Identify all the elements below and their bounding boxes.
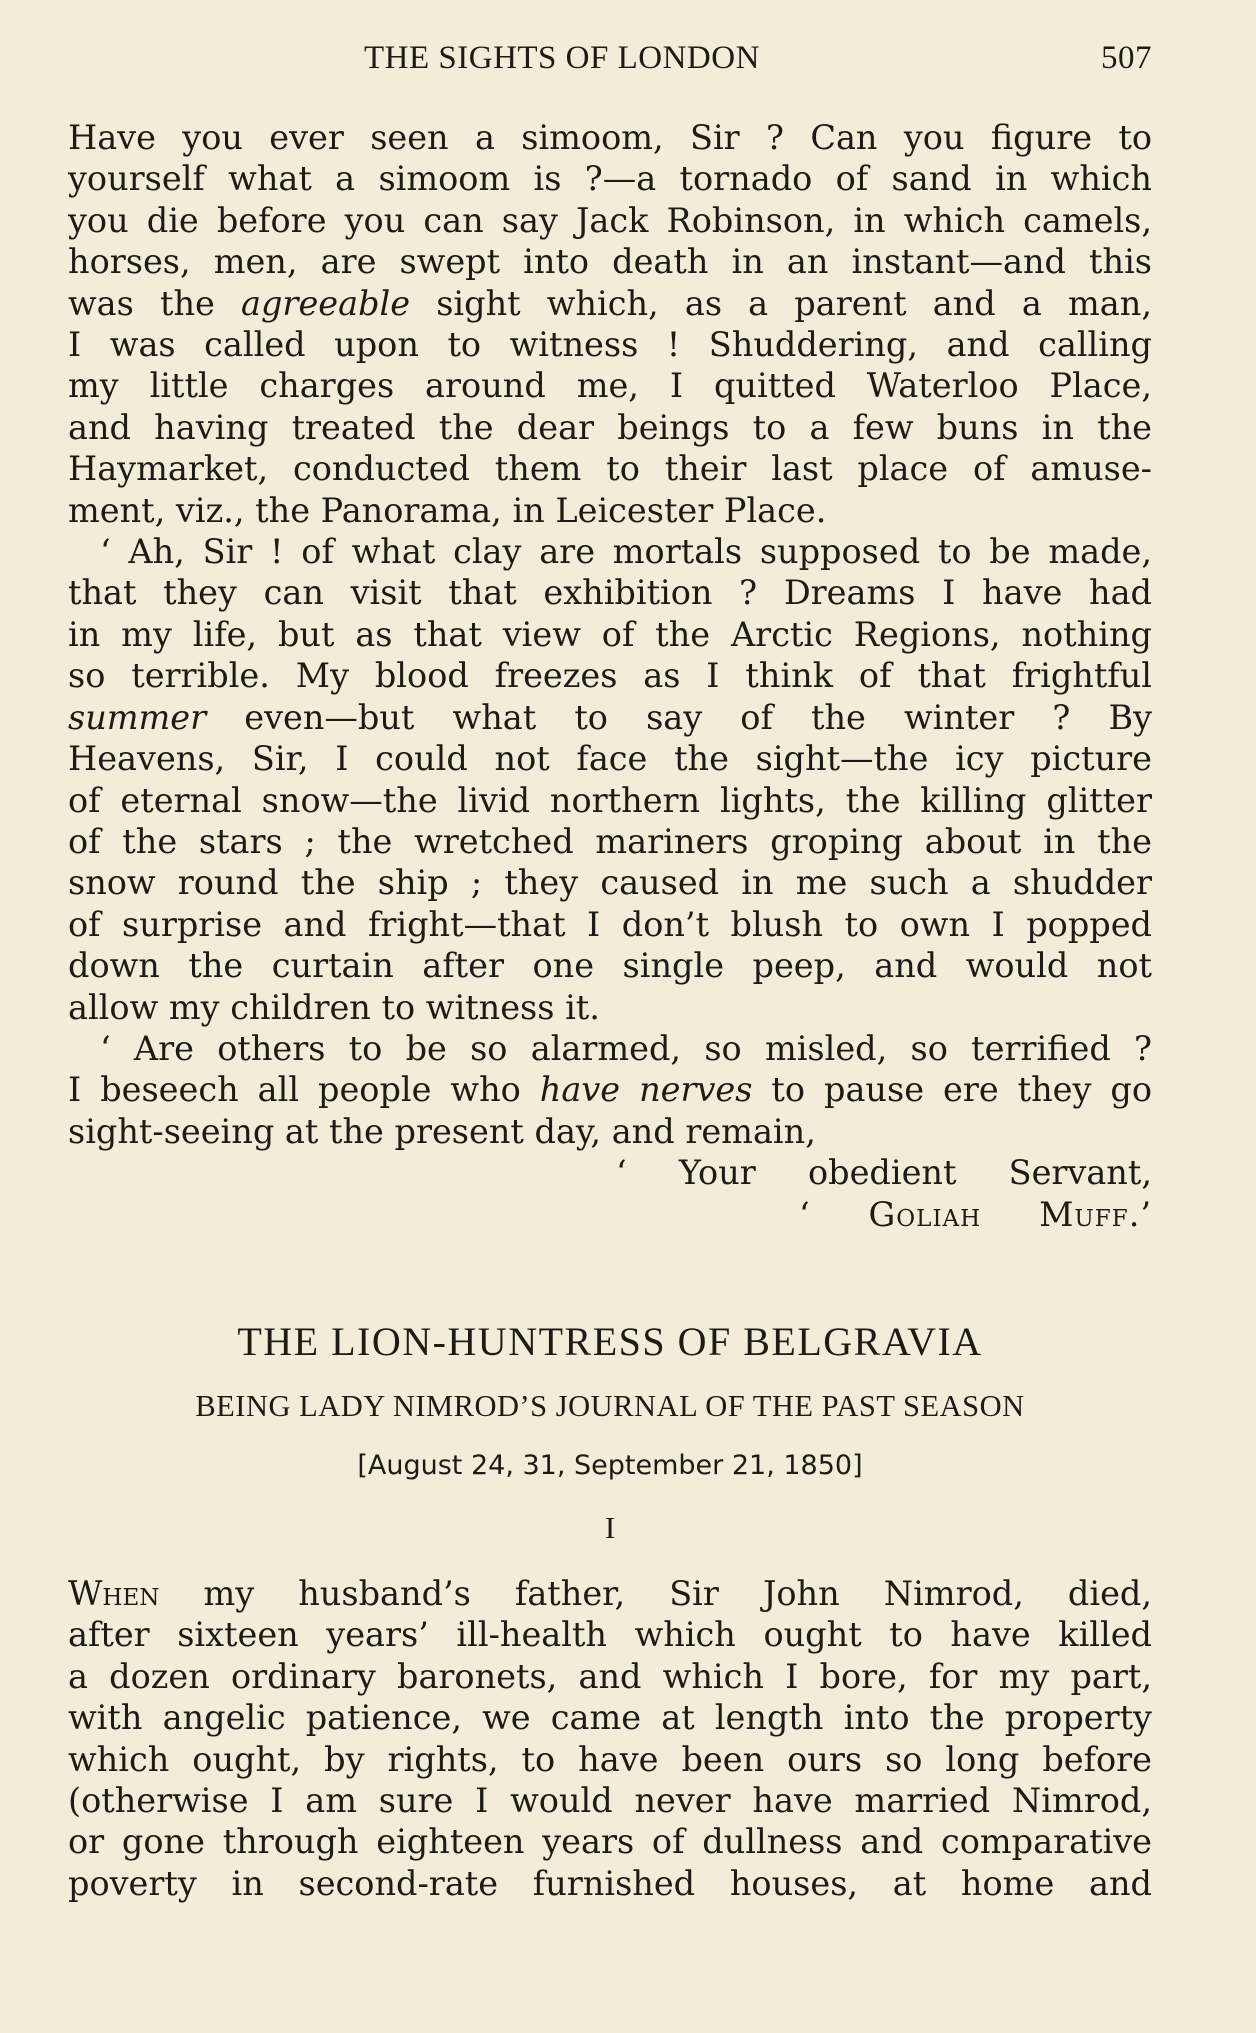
text-line: down the curtain after one single peep, and would not (68, 946, 1152, 986)
opening-word: When (68, 1574, 160, 1613)
text-line: snow round the ship ; they caused in me such a shudder (68, 863, 1152, 903)
text-line: of surprise and fright—that I don’t blush to own I popped (68, 904, 1152, 944)
text-line: so terrible. My blood freezes as I think of that frightful (68, 656, 1152, 696)
text-line: yourself what a simoom is ?—a tornado of sand in which (68, 159, 1152, 199)
text-line: after sixteen years’ ill-health which ought to have killed (68, 1615, 1152, 1655)
text-line: and having treated the dear beings to a few buns in the (68, 407, 1152, 447)
letter-paragraph-3 (68, 1028, 1152, 1152)
text-line: allow my children to witness it. (68, 987, 600, 1027)
text-line: When my husband’s father, Sir John Nimrod, died, (68, 1574, 1152, 1613)
text-line: I was called upon to witness ! Shuddering, and calling (68, 325, 1152, 365)
text-line: horses, men, are swept into death in an instant—and this (68, 242, 1152, 282)
article-title: THE LION-HUNTRESS OF BELGRAVIA (237, 1319, 983, 1364)
letter-text (68, 117, 1152, 1235)
page-number: 507 (1101, 40, 1152, 76)
text-line: which ought, by rights, to have been ours so long before (68, 1739, 1152, 1779)
text-line: summer even—but what to say of the winter ? By (68, 697, 1152, 737)
letter-paragraph-1 (68, 117, 1152, 531)
text-line: with angelic patience, we came at length into the property (68, 1698, 1152, 1738)
text-line: Haymarket, conducted them to their last place of amuse- (68, 449, 1152, 489)
text-line: Heavens, Sir, I could not face the sight—the icy picture (68, 739, 1152, 779)
text-line: poverty in second-rate furnished houses, at home and (68, 1863, 1152, 1903)
letter-signature: ‘ Goliah Muff.’ (799, 1194, 1152, 1234)
text-line: my little charges around me, I quitted Waterloo Place, (68, 366, 1152, 406)
text-line: of eternal snow—the livid northern lights, the killing glitter (68, 780, 1152, 820)
text-line: was the agreeable sight which, as a parent and a man, (68, 283, 1152, 323)
letter-paragraph-2 (68, 531, 1152, 1028)
section-number: I (604, 1510, 616, 1545)
text-line: sight-seeing at the present day, and remain, (68, 1111, 816, 1151)
text-line: ‘ Are others to be so alarmed, so misled, so terrified ? (100, 1028, 1152, 1068)
article-date: [August 24, 31, September 21, 1850] (357, 1450, 863, 1481)
text-line: I beseech all people who have nerves to pause ere they go (68, 1070, 1153, 1110)
text-line: Have you ever seen a simoom, Sir ? Can you figure to (68, 118, 1152, 157)
text-line: in my life, but as that view of the Arctic Regions, nothing (68, 614, 1152, 654)
text-line: ment, viz., the Panorama, in Leicester Place. (68, 490, 827, 530)
text-line: a dozen ordinary baronets, and which I bore, for my part, (68, 1656, 1152, 1696)
text-line: that they can visit that exhibition ? Dreams I have had (68, 573, 1152, 613)
article-body (68, 1573, 1152, 1904)
text-line: ‘ Ah, Sir ! of what clay are mortals supposed to be made, (100, 532, 1152, 572)
text-line: (otherwise I am sure I would never have married Nimrod, (68, 1781, 1152, 1821)
text-line: of the stars ; the wretched mariners groping about in the (68, 821, 1152, 861)
running-head (68, 40, 1152, 80)
italic-emphasis: summer (68, 697, 207, 737)
article-subtitle: BEING LADY NIMROD’S JOURNAL OF THE PAST SEASON (195, 1389, 1025, 1423)
text-line: you die before you can say Jack Robinson, in which camels, (68, 200, 1152, 240)
letter-signoff: ‘ Your obedient Servant, (616, 1153, 1152, 1193)
italic-emphasis: have nerves (539, 1070, 753, 1110)
running-title: THE SIGHTS OF LONDON (364, 40, 760, 76)
text-line: or gone through eighteen years of dullness and comparative (68, 1822, 1152, 1862)
italic-emphasis: agreeable (241, 283, 411, 323)
